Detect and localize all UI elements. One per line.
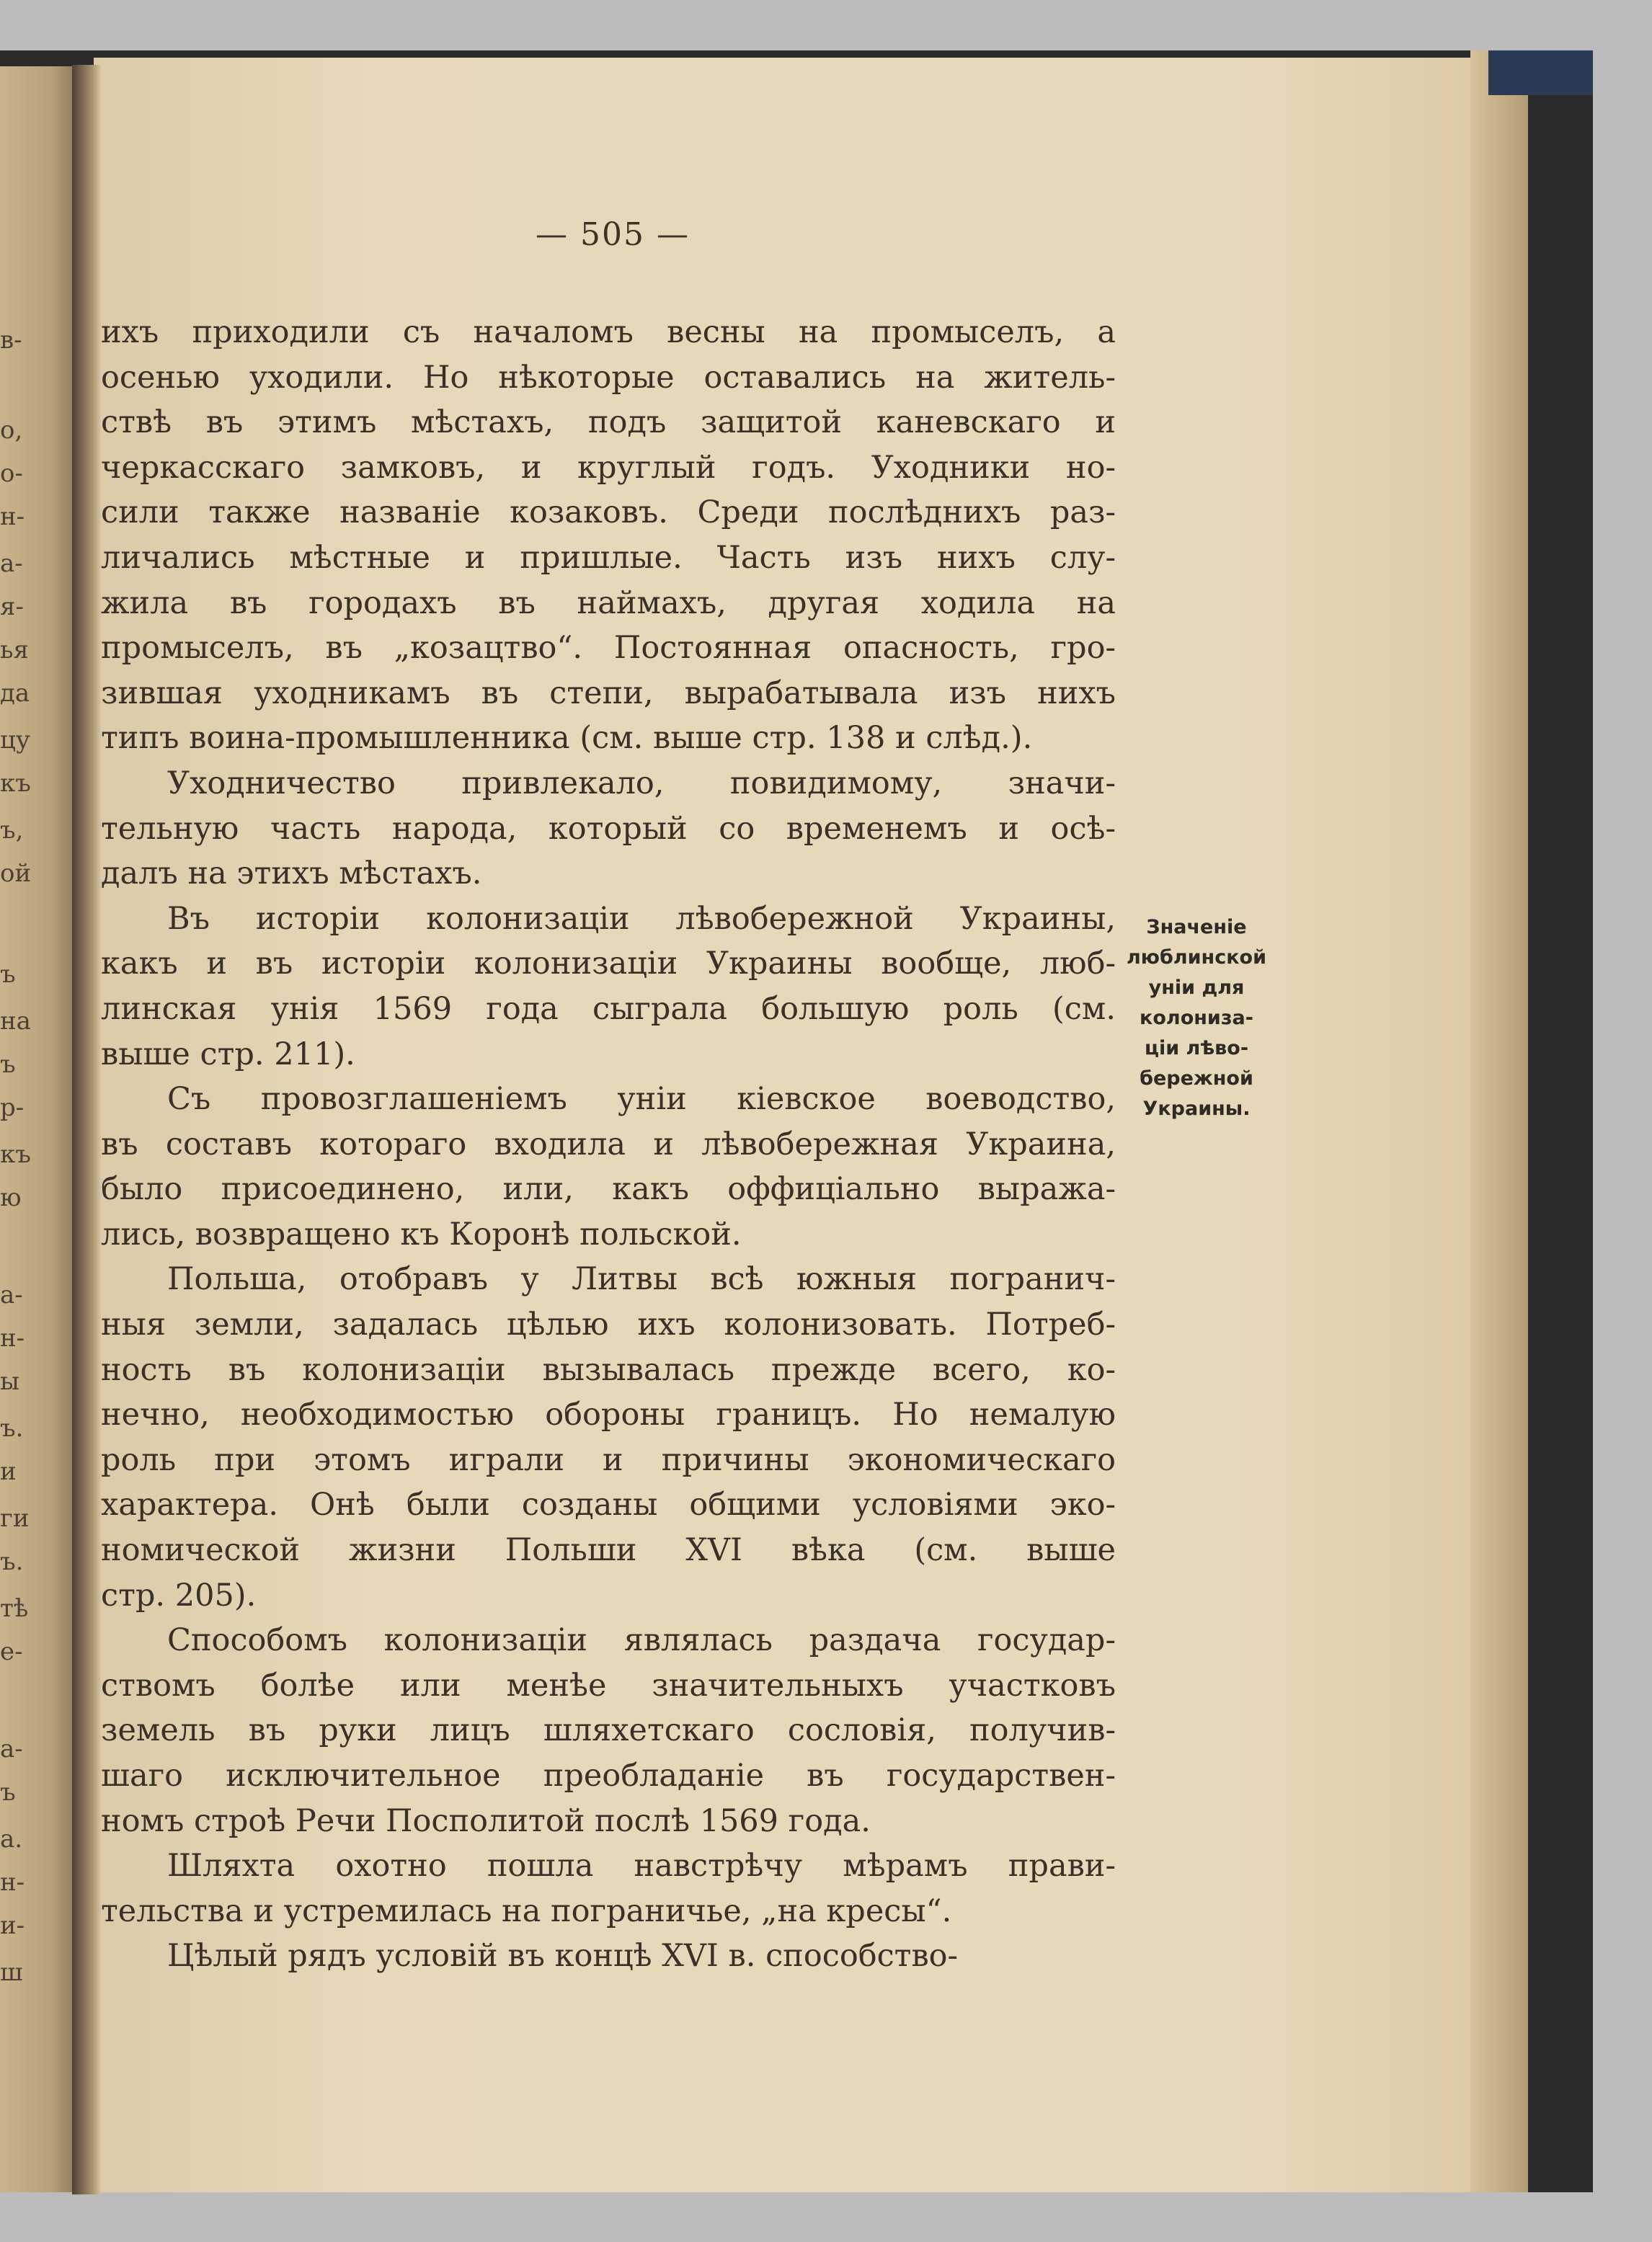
left-page-fragment: ш [0,1958,23,1987]
cover-strip [1488,50,1593,95]
text-line: было присоединено, или, какъ оффицiально выража- [101,1171,1116,1208]
text-line: ныя земли, задалась цѣлью ихъ колонизовать. Потреб- [101,1307,1116,1343]
text-line: номической жизни Польши XVI вѣка (см. выше [101,1532,1116,1569]
left-page-fragment: къ [0,769,31,798]
left-page-fragment: ги [0,1504,30,1533]
text-line: стр. 205). [101,1577,257,1614]
left-page-fragment: ъ. [0,1414,24,1443]
text-line: шаго исключительное преобладанiе въ государствен- [101,1758,1116,1794]
left-page-fragment: ья [0,636,29,664]
text-line: черкасскаго замковъ, и круглый годъ. Уходники но- [101,449,1116,486]
left-page-fragment: н- [0,1868,25,1897]
text-line: Уходничество привлекало, повидимому, значи- [167,765,1116,801]
text-line: Шляхта охотно пошла навстрѣчу мѣрамъ прави- [167,1848,1116,1885]
text-line: нечно, необходимостью обороны границъ. Но немалую [101,1397,1116,1433]
text-line: ствомъ болѣе или менѣе значительныхъ участковъ [101,1667,1116,1704]
left-page-fragment: и- [0,1911,25,1940]
text-line: зившая уходникамъ въ степи, вырабатывала изъ нихъ [101,675,1116,711]
text-line: Съ провозглашенiемъ унiи кiевское воеводство, [167,1081,1116,1118]
left-page-fragment: и [0,1457,17,1486]
left-page-fragment: а- [0,1735,23,1763]
text-line: въ составъ котораго входила и лѣвобережная Украина, [101,1126,1116,1162]
text-line: жила въ городахъ въ наймахъ, другая ходила на [101,584,1116,621]
text-line: Способомъ колонизацiи являлась раздача государ- [167,1622,1116,1659]
left-page-fragment: ю [0,1183,22,1212]
left-page-fragment: ъ [0,1778,16,1807]
left-page-fragment: ы [0,1367,20,1396]
left-page-fragment: о, [0,416,23,445]
left-page-fragment: а- [0,549,23,578]
text-line: лись, возвращено къ Коронѣ польской. [101,1216,742,1253]
left-page-fragment: а- [0,1281,23,1309]
left-page-fragment: да [0,679,30,708]
body-text [101,310,1116,1979]
text-line: роль при этомъ играли и причины экономическаго [101,1441,1116,1478]
text-line: промыселъ, въ „козацтво“. Постоянная опасность, гро- [101,630,1116,667]
left-page-fragment: о- [0,459,23,488]
margin-note-line: унiи для [1148,977,1245,999]
text-line: типъ воина-промышленника (см. выше стр. 138 и слѣд.). [101,720,1033,757]
left-page-fragment: ъ, [0,816,24,845]
left-page-fragment: я- [0,592,24,621]
text-line: характера. Онѣ были созданы общими условiями эко- [101,1487,1116,1523]
left-page-fragment: в- [0,326,22,355]
text-line: ность въ колонизацiи вызывалась прежде всего, ко- [101,1351,1116,1388]
text-line: Въ исторiи колонизацiи лѣвобережной Украины, [167,900,1116,937]
text-line: линская унiя 1569 года сыграла большую роль (см. [101,990,1116,1027]
text-line: тельства и устремилась на пограничье, „на кресы“. [101,1892,952,1929]
left-page-fragment: ъ [0,960,16,989]
left-page-fragment: къ [0,1140,31,1169]
text-line: сили также названiе козаковъ. Среди послѣднихъ раз- [101,494,1116,531]
book-spine [72,65,101,2194]
left-page-fragment: на [0,1007,31,1036]
left-page-fragment: н- [0,502,25,531]
text-line: ихъ приходили съ началомъ весны на промыселъ, а [101,314,1116,350]
left-page-fragment: а. [0,1825,23,1854]
text-line: земель въ руки лицъ шляхетскаго сословiя, получив- [101,1712,1116,1749]
text-line: далъ на этихъ мѣстахъ. [101,855,482,892]
margin-note-line: бережной [1140,1067,1253,1090]
text-line: тельную часть народа, который со временемъ и осѣ- [101,810,1116,847]
margin-note-line: Украины. [1142,1098,1251,1120]
left-page-fragment: ъ [0,1050,16,1079]
margin-note-line: колониза- [1140,1007,1253,1029]
text-line: номъ строѣ Речи Посполитой послѣ 1569 года. [101,1802,871,1839]
text-line: какъ и въ исторiи колонизацiи Украины вообще, люб- [101,946,1116,982]
margin-note [1117,912,1276,1124]
text-line: выше стр. 211). [101,1036,355,1072]
text-line: личались мѣстные и пришлые. Часть изъ нихъ слу- [101,539,1116,576]
left-page-fragment: цу [0,726,30,755]
margin-note-line: люблинской [1126,946,1267,969]
margin-note-line: Значенiе [1146,916,1247,938]
left-page-fragment: н- [0,1324,25,1353]
page-edge [1470,50,1528,2192]
left-page-fragment: ой [0,859,32,888]
left-page-fragment: е- [0,1637,23,1666]
text-line: ствѣ въ этимъ мѣстахъ, подъ защитой каневскаго и [101,404,1116,441]
left-page-fragment: р- [0,1093,25,1122]
left-page-fragment: ъ. [0,1547,24,1576]
page-number: — 505 — [536,216,690,253]
left-page-fragment: тѣ [0,1594,29,1623]
text-line: Цѣлый рядъ условiй въ концѣ XVI в. способство- [167,1938,959,1975]
margin-note-line: цiи лѣво- [1144,1037,1249,1059]
text-line: Польша, отобравъ у Литвы всѣ южныя погранич- [167,1261,1116,1298]
text-line: осенью уходили. Но нѣкоторые оставались на житель- [101,359,1116,396]
